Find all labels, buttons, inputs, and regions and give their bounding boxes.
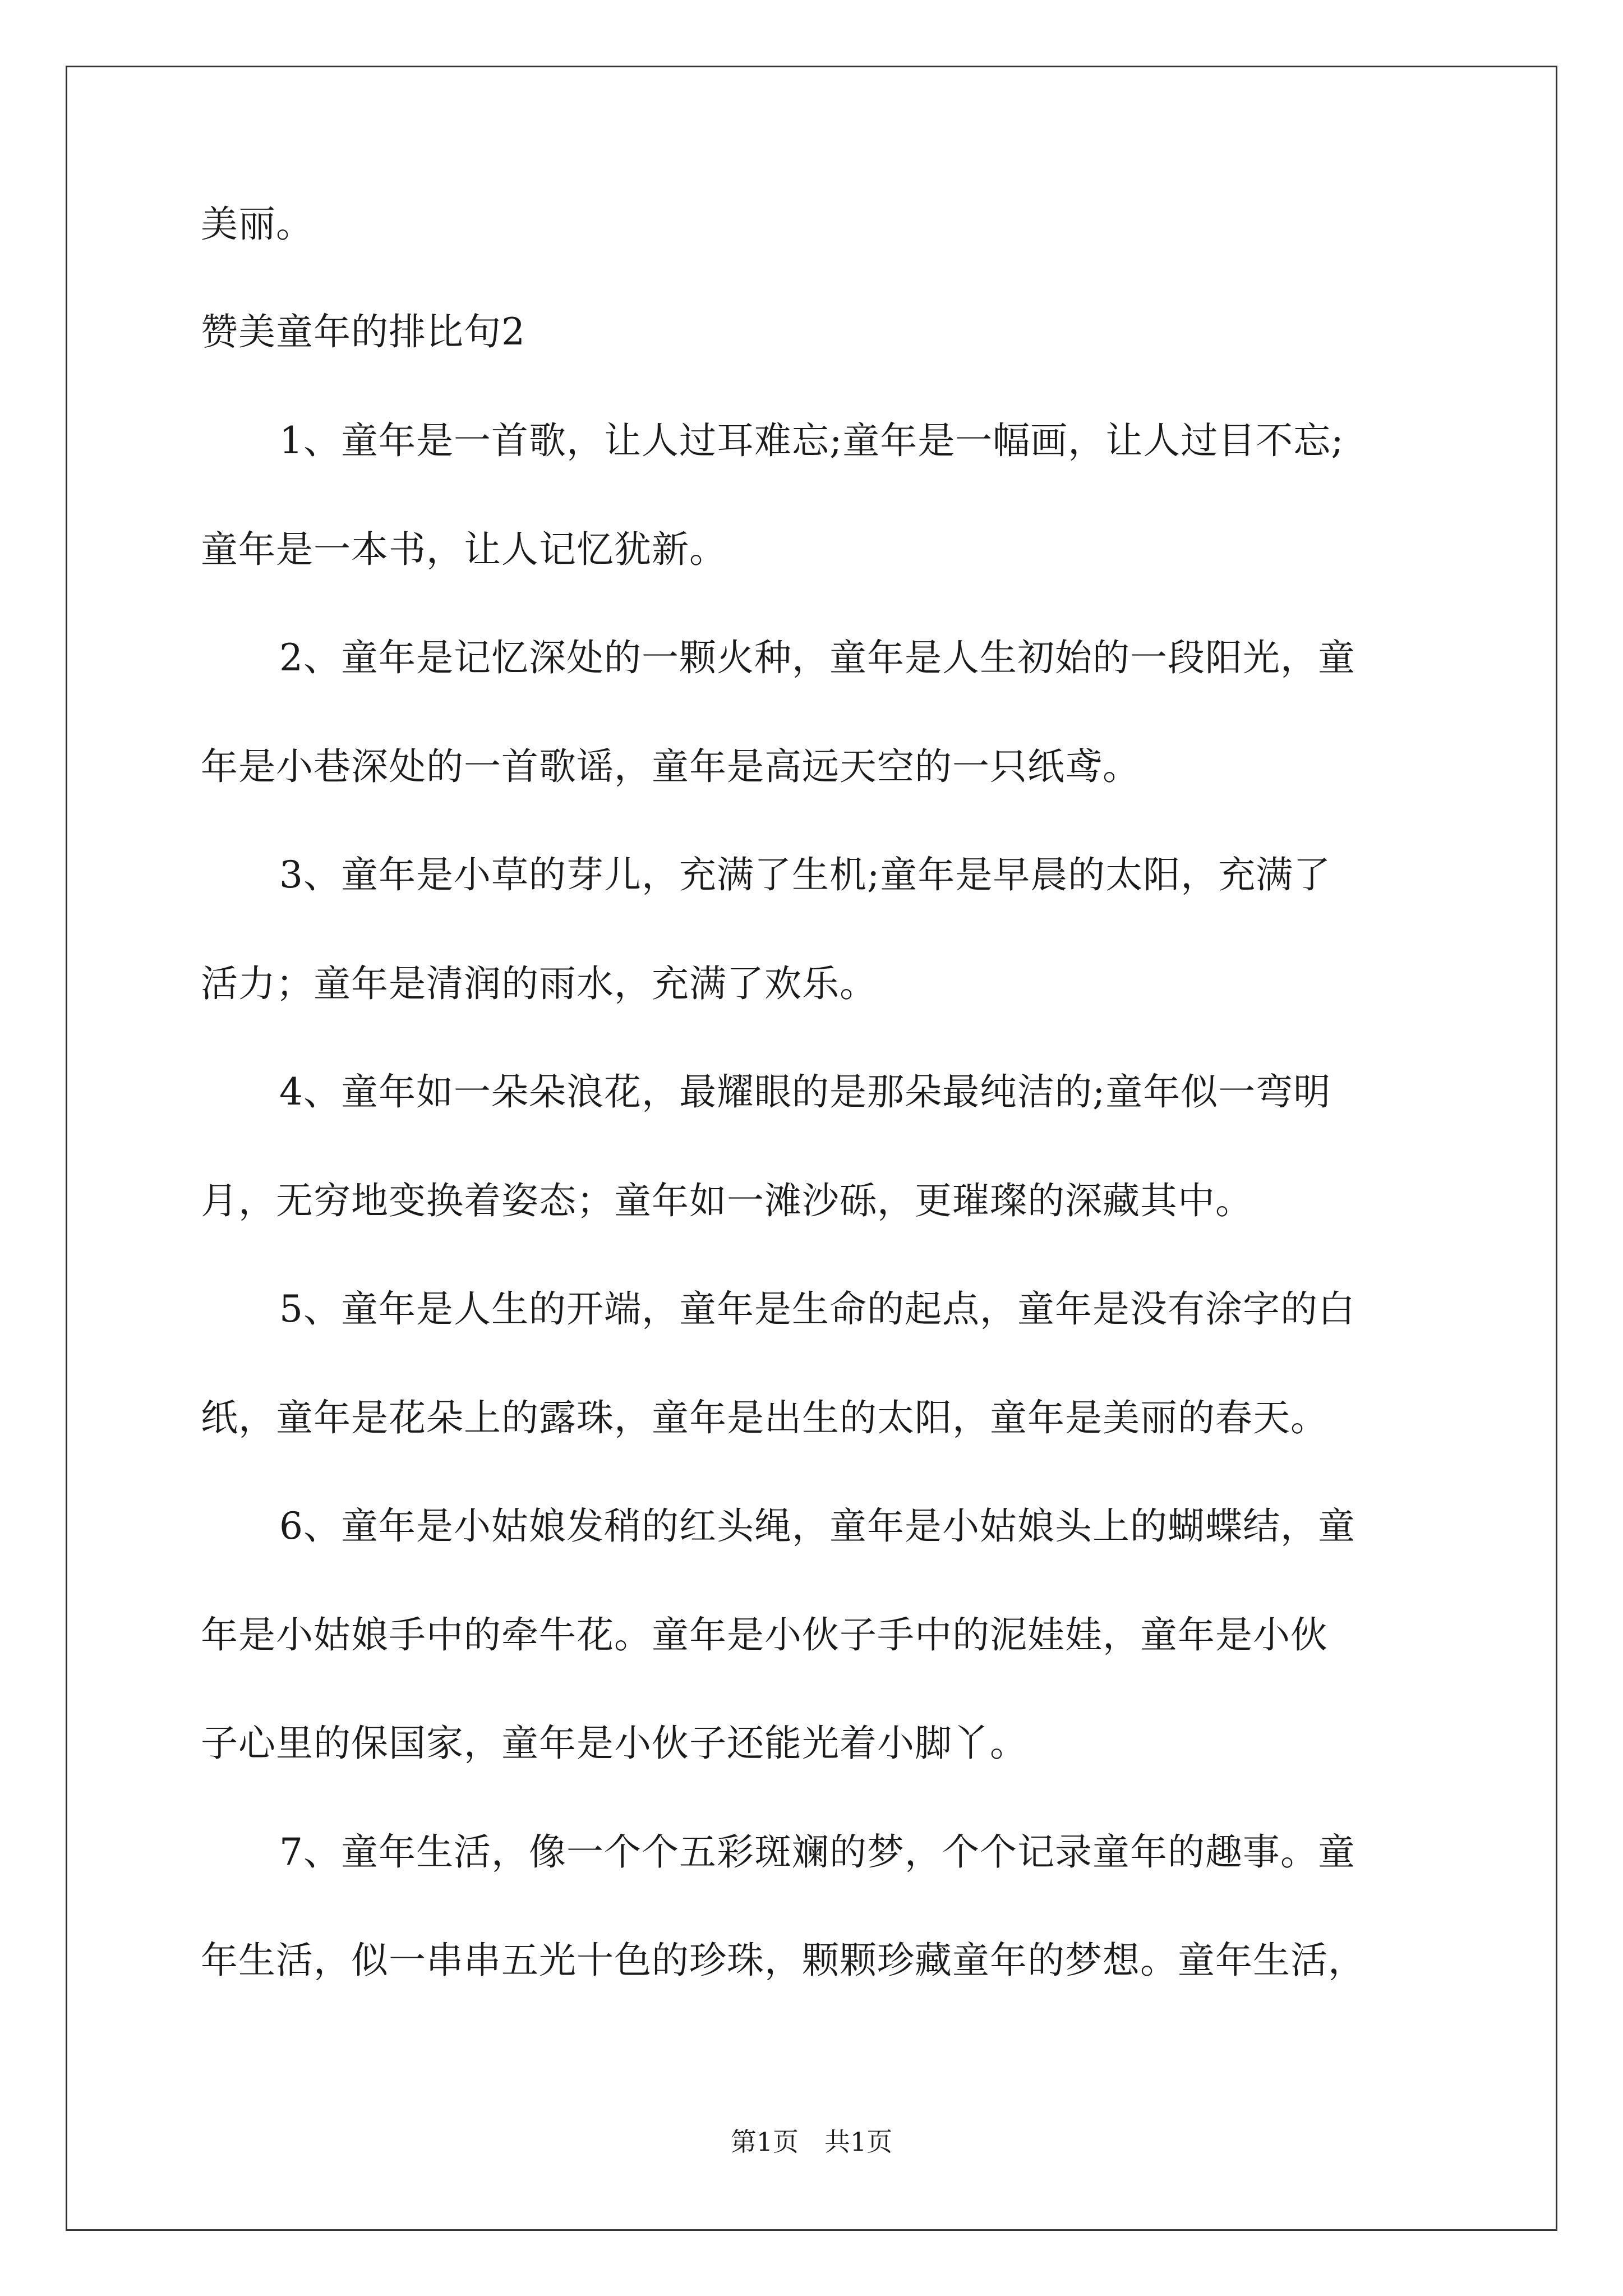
section-heading: 赞美童年的排比句2 — [201, 310, 525, 353]
text-line: 美丽。 — [201, 203, 313, 246]
text-line: 7、童年生活，像一个个五彩斑斓的梦，个个记录童年的趣事。童 — [279, 1830, 1355, 1874]
text-line: 年生活，似一串串五光十色的珍珠，颗颗珍藏童年的梦想。童年生活， — [201, 1939, 1366, 1982]
text-line: 2、童年是记忆深处的一颗火种，童年是人生初始的一段阳光，童 — [279, 636, 1355, 679]
text-line: 4、童年如一朵朵浪花，最耀眼的是那朵最纯洁的;童年似一弯明 — [279, 1070, 1331, 1114]
text-line: 6、童年是小姑娘发稍的红头绳，童年是小姑娘头上的蝴蝶结，童 — [279, 1504, 1355, 1548]
text-line: 月，无穷地变换着姿态；童年如一滩沙砾，更璀璨的深藏其中。 — [201, 1179, 1253, 1222]
text-line: 纸，童年是花朵上的露珠，童年是出生的太阳，童年是美丽的春天。 — [201, 1396, 1328, 1439]
page-frame — [66, 66, 1557, 2231]
text-line: 1、童年是一首歌，让人过耳难忘;童年是一幅画，让人过目不忘; — [279, 419, 1344, 462]
text-line: 子心里的保国家，童年是小伙子还能光着小脚丫。 — [201, 1722, 1027, 1765]
text-line: 3、童年是小草的芽儿，充满了生机;童年是早晨的太阳，充满了 — [279, 853, 1331, 896]
text-line: 年是小姑娘手中的牵牛花。童年是小伙子手中的泥娃娃，童年是小伙 — [201, 1613, 1328, 1657]
page-number-footer: 第1页 共1页 — [730, 2127, 893, 2157]
text-line: 5、童年是人生的开端，童年是生命的起点，童年是没有涂字的白 — [279, 1287, 1355, 1331]
text-line: 童年是一本书，让人记忆犹新。 — [201, 528, 727, 571]
text-line: 活力；童年是清润的雨水，充满了欢乐。 — [201, 962, 877, 1005]
text-line: 年是小巷深处的一首歌谣，童年是高远天空的一只纸鸢。 — [201, 745, 1140, 788]
